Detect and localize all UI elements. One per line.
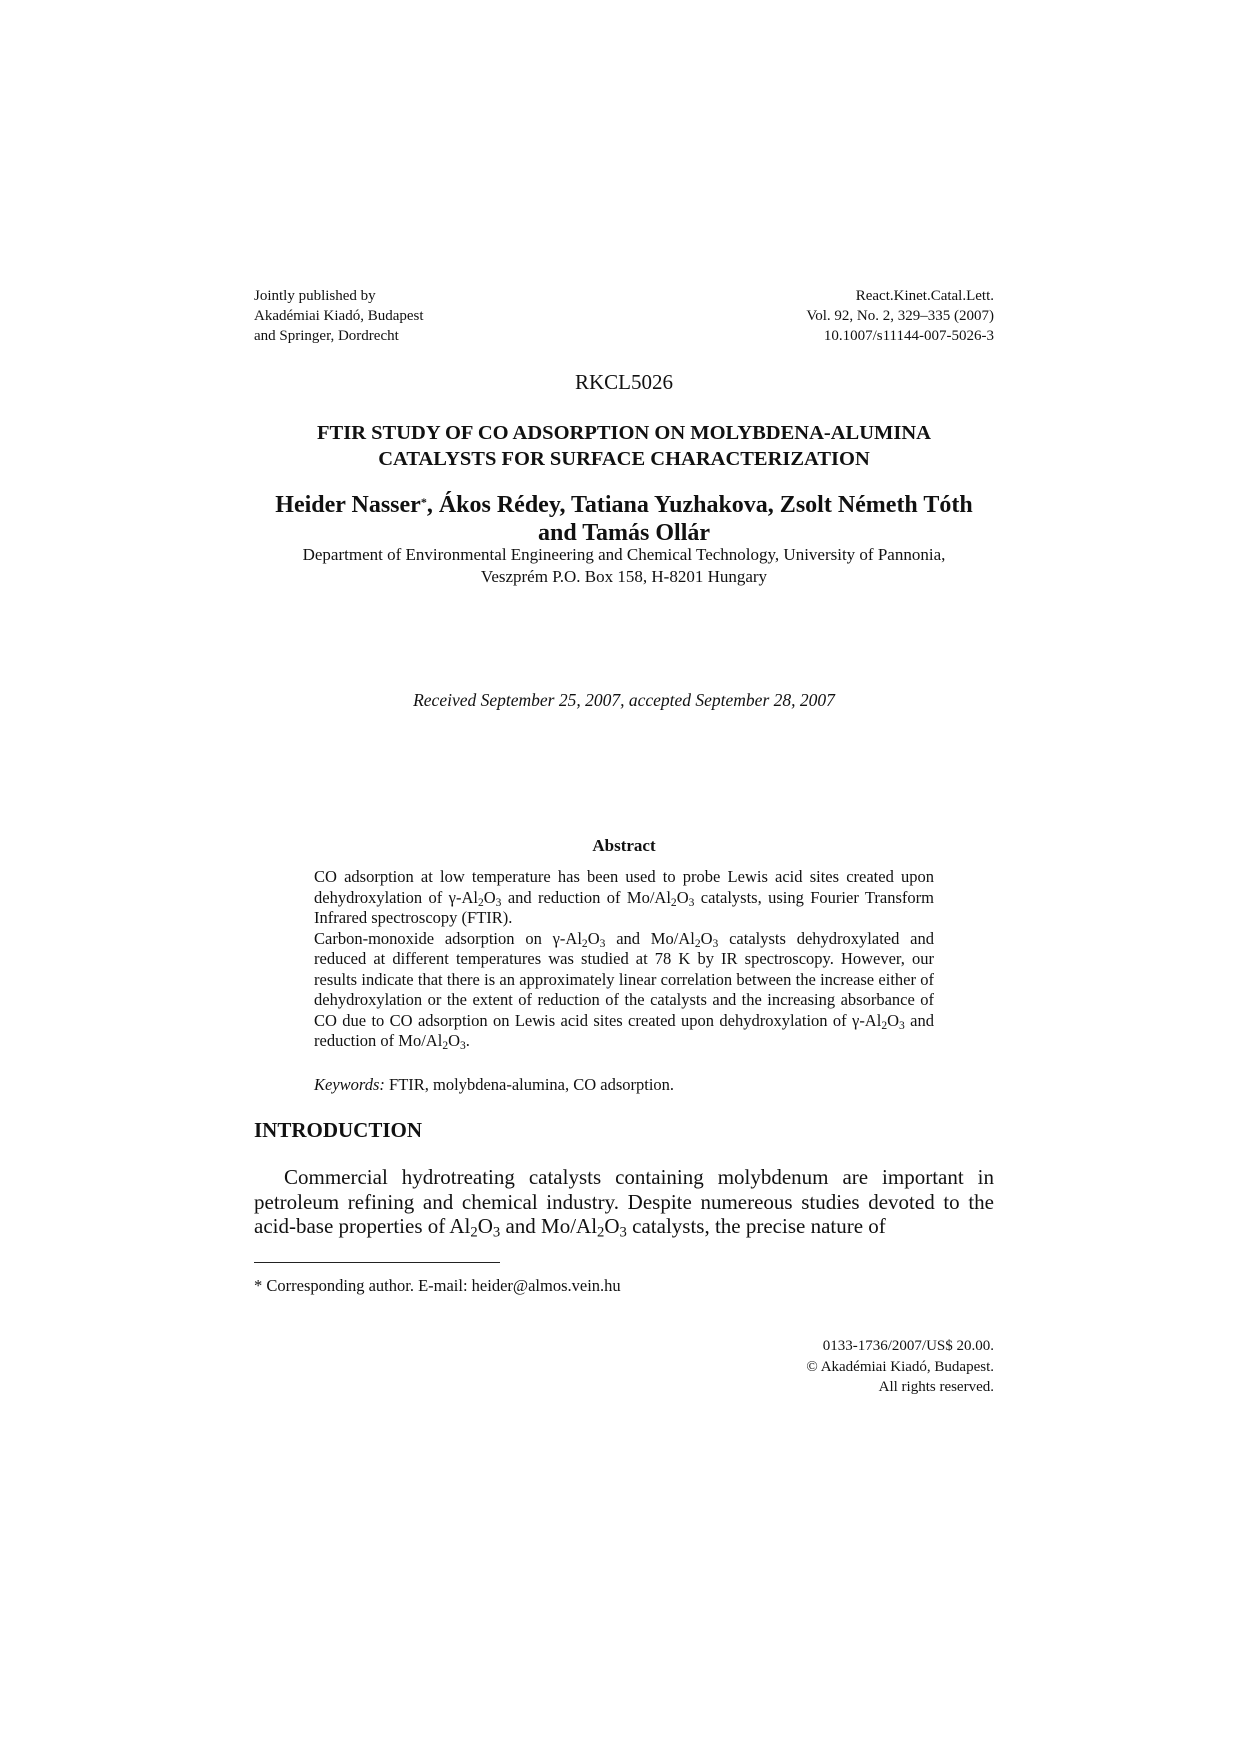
publisher-line: Akadémiai Kiadó, Budapest — [254, 308, 424, 324]
article-code: RKCL5026 — [574, 370, 673, 394]
affiliation-line: Veszprém P.O. Box 158, H-8201 Hungary — [480, 567, 768, 586]
publisher-info — [254, 286, 614, 346]
abstract-paragraph: CO adsorption at low temperature has been used to probe Lewis acid sites created upon dehydroxylation of $\gamma-Al_2O_3$ and reduction of $Mo/Al_2O_3$ catalysts, using Fourier Transform Infrared spectroscopy (FTIR). — [314, 867, 934, 927]
keywords-text: FTIR, molybdena-alumina, CO adsorption. — [384, 1075, 675, 1094]
keywords-label: Keywords: — [314, 1075, 385, 1094]
section-heading: INTRODUCTION — [254, 1118, 423, 1142]
author-line-2: and Tamás Ollár — [537, 520, 711, 546]
footnote: * Corresponding author. E-mail: heider@almos.vein.hu — [254, 1276, 621, 1295]
author-list — [254, 491, 994, 547]
title-line: FTIR STUDY OF CO ADSORPTION ON MOLYBDENA-ALUMINA — [317, 422, 931, 444]
received-dates: Received September 25, 2007, accepted September 28, 2007 — [413, 690, 835, 710]
corresponding-author: Heider Nasser — [275, 492, 421, 518]
copyright-line: 0133-1736/2007/US$ 20.00. — [822, 1338, 994, 1354]
abstract-paragraph: Carbon-monoxide adsorption on $\gamma-Al_2O_3$ and $Mo/Al_2O_3$ catalysts dehydroxylated and reduced at different temperatures was studied at 78 K by IR spectroscopy. However, our results indicate that there is an approximately linear correlation between the increase either of dehydroxylation or the extent of reduction of the catalysts and the increasing absorbance of CO due to CO adsorption on Lewis acid sites created upon dehydroxylation of $\gamma-Al_2O_3$ and reduction of $Mo/Al_2O_3$. — [314, 928, 934, 1052]
journal-info — [634, 286, 994, 346]
affiliation — [254, 544, 994, 588]
journal-name: React.Kinet.Catal.Lett. — [855, 288, 994, 304]
keywords — [314, 1075, 934, 1095]
copyright-line: All rights reserved. — [878, 1379, 994, 1395]
corresponding-mark: * — [420, 495, 427, 509]
article-title — [254, 420, 994, 472]
abstract-body — [314, 867, 934, 1052]
publisher-line: and Springer, Dordrecht — [254, 328, 399, 344]
title-line: CATALYSTS FOR SURFACE CHARACTERIZATION — [378, 448, 870, 470]
affiliation-line: Department of Environmental Engineering and Chemical Technology, University of Pannonia, — [302, 545, 946, 564]
footnote-divider — [254, 1262, 500, 1263]
publisher-line: Jointly published by — [254, 288, 376, 304]
journal-doi: 10.1007/s11144-007-5026-3 — [823, 328, 994, 344]
paper-page — [254, 0, 994, 1755]
copyright-notice — [806, 1336, 994, 1398]
journal-volume: Vol. 92, No. 2, 329–335 (2007) — [806, 308, 994, 324]
intro-paragraph: Commercial hydrotreating catalysts containing molybdenum are important in petroleum refining and chemical industry. Despite numereous studies devoted to the acid-base properties of $Al_2O_3$ and $Mo/Al_2O_3$ catalysts, the precise nature of — [254, 1165, 994, 1241]
co-authors: , Ákos Rédey, Tatiana Yuzhakova, Zsolt Németh Tóth — [426, 492, 973, 518]
copyright-line: © Akadémiai Kiadó, Budapest. — [806, 1358, 994, 1375]
introduction-text — [254, 1165, 994, 1239]
author-line — [254, 491, 994, 519]
abstract-heading: Abstract — [592, 836, 656, 855]
